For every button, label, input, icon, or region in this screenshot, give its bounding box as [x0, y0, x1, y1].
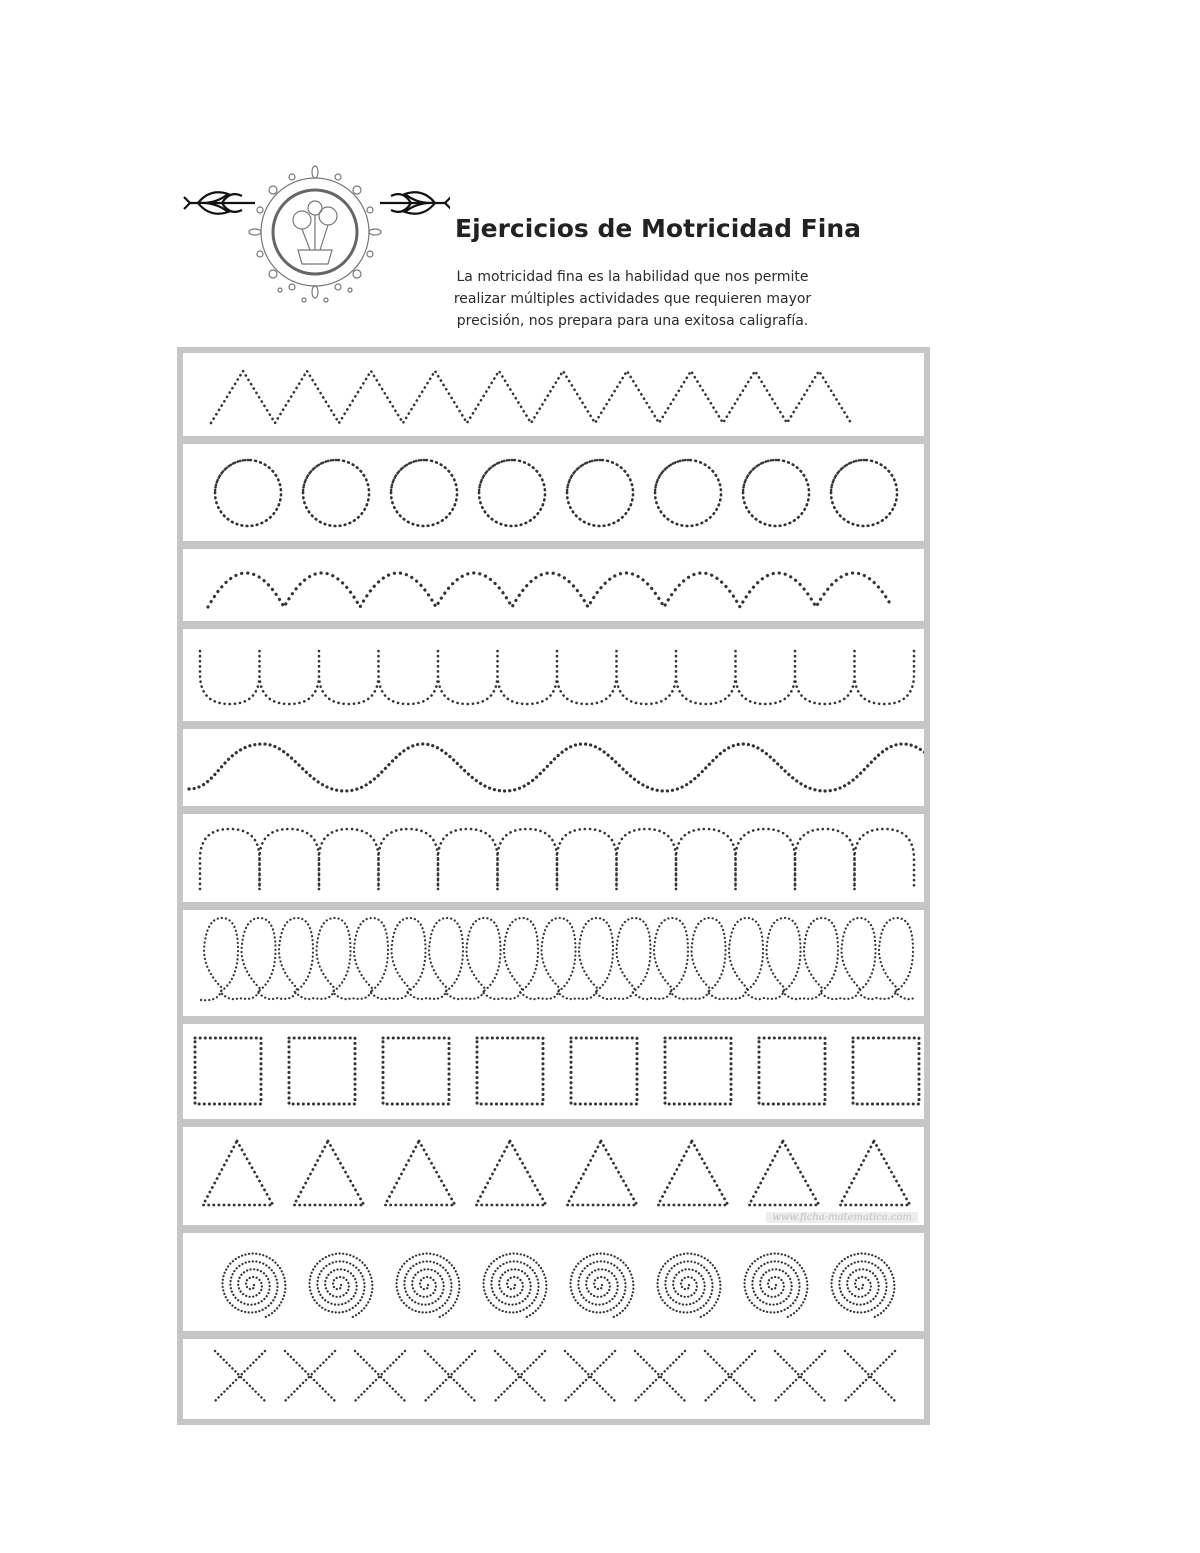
- row-spirals: [183, 1233, 924, 1331]
- u-cup-tracing: [183, 629, 924, 721]
- triangle-tracing: [183, 1127, 924, 1225]
- row-squares: [183, 1024, 924, 1119]
- square-tracing: [183, 1024, 924, 1119]
- header-logo: [180, 160, 450, 310]
- worksheet-frame: [177, 347, 930, 1425]
- page-description: La motricidad fina es la habilidad que nos permite realizar múltiples actividades que requieren mayor precisión, nos prepara para una exitosa caligrafía.: [453, 269, 812, 329]
- loop-tracing: [183, 910, 924, 1016]
- row-triangles: [183, 1127, 924, 1225]
- arch-tracing: [183, 549, 924, 621]
- zigzag-tracing: [183, 353, 924, 436]
- row-m-humps: [183, 814, 924, 902]
- cross-tracing: [183, 1339, 924, 1419]
- row-crosses: [183, 1339, 924, 1419]
- row-loops: [183, 910, 924, 1016]
- spiral-tracing: [183, 1233, 924, 1331]
- watermark: www.ficha-matematica.com: [766, 1212, 918, 1223]
- row-waves: [183, 729, 924, 806]
- row-u-cups: [183, 629, 924, 721]
- m-hump-tracing: [183, 814, 924, 902]
- circle-tracing: [183, 444, 924, 541]
- row-arches: [183, 549, 924, 621]
- row-zigzag: [183, 353, 924, 436]
- row-circles: [183, 444, 924, 541]
- wave-tracing: [183, 729, 924, 806]
- flower-pot-wreath-icon: [180, 160, 450, 310]
- page-title: Ejercicios de Motricidad Fina: [455, 214, 861, 243]
